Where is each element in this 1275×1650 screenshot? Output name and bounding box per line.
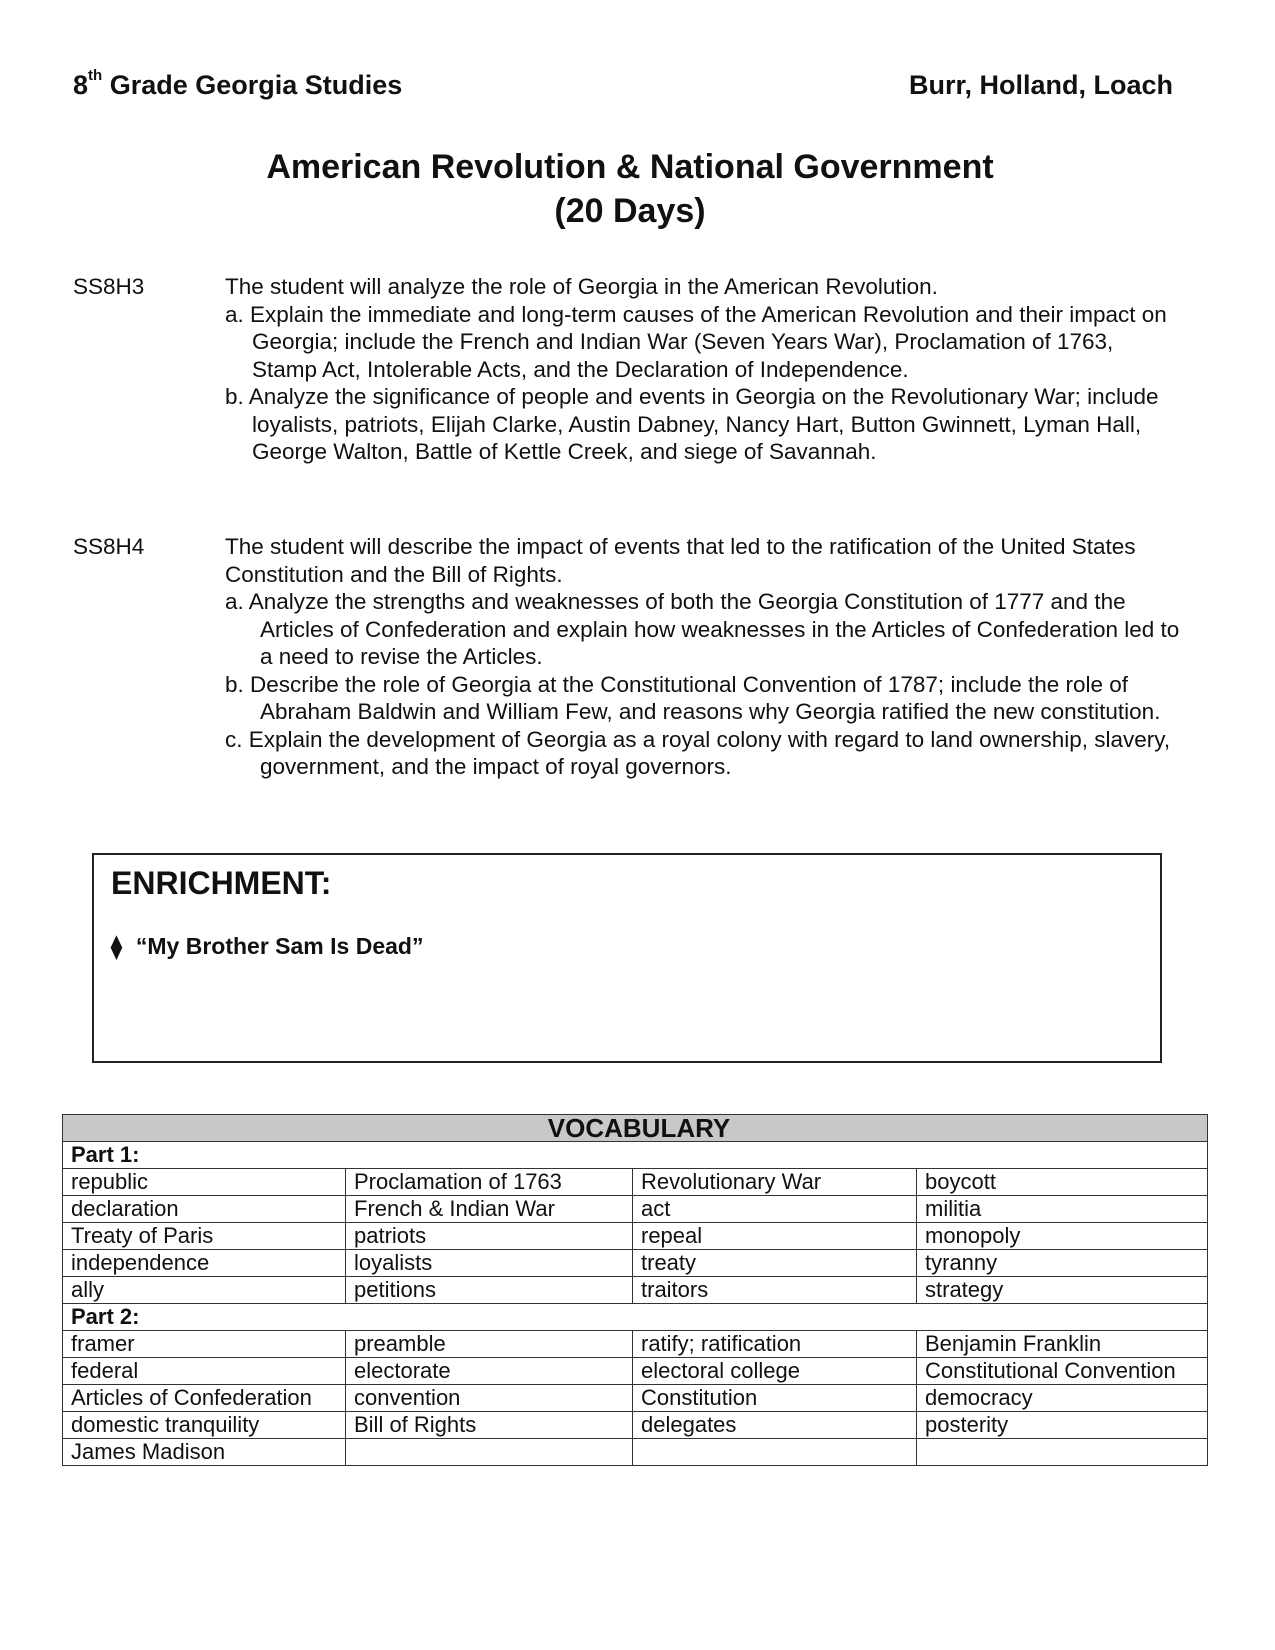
vocabulary-term <box>917 1439 1208 1466</box>
vocabulary-term: Treaty of Paris <box>63 1223 346 1250</box>
enrichment-book-title: “My Brother Sam Is Dead” <box>135 933 424 959</box>
standard-item: b. Analyze the significance of people and events in Georgia on the Revolutionary War; include loyalists, patriots, Elijah Clarke, Austin Dabney, Nancy Hart, Button Gwinnett, Lyman Hall, George Walton, Battle of Kettle Creek, and siege of Savannah. <box>225 384 1159 464</box>
vocabulary-term: patriots <box>346 1223 633 1250</box>
vocabulary-term: boycott <box>917 1169 1208 1196</box>
vocabulary-term: loyalists <box>346 1250 633 1277</box>
vocabulary-term: strategy <box>917 1277 1208 1304</box>
table-row <box>63 1331 1208 1358</box>
enrichment-title: ENRICHMENT: <box>111 865 332 901</box>
diamond-bullet-icon: ⧫ <box>111 934 122 959</box>
table-row <box>63 1223 1208 1250</box>
vocabulary-term: delegates <box>633 1412 917 1439</box>
vocabulary-part-label: Part 2: <box>63 1304 1208 1331</box>
vocabulary-term: repeal <box>633 1223 917 1250</box>
standard-code: SS8H3 <box>73 274 145 299</box>
vocabulary-term: Constitutional Convention <box>917 1358 1208 1385</box>
table-row <box>63 1196 1208 1223</box>
vocabulary-term: ally <box>63 1277 346 1304</box>
vocabulary-term: traitors <box>633 1277 917 1304</box>
vocabulary-term: militia <box>917 1196 1208 1223</box>
standard-ss8h3 <box>73 273 1183 466</box>
vocabulary-table <box>62 1114 1208 1466</box>
vocabulary-term: monopoly <box>917 1223 1208 1250</box>
vocabulary-term <box>346 1439 633 1466</box>
table-row <box>63 1385 1208 1412</box>
page-subtitle: (20 Days) <box>554 192 706 230</box>
vocabulary-term: democracy <box>917 1385 1208 1412</box>
enrichment-box <box>92 853 1162 1063</box>
vocabulary-term: Constitution <box>633 1385 917 1412</box>
table-row <box>63 1169 1208 1196</box>
table-row <box>63 1358 1208 1385</box>
vocabulary-term: Benjamin Franklin <box>917 1331 1208 1358</box>
vocabulary-term: French & Indian War <box>346 1196 633 1223</box>
vocabulary-term: Proclamation of 1763 <box>346 1169 633 1196</box>
table-row <box>63 1250 1208 1277</box>
standard-intro: The student will analyze the role of Georgia in the American Revolution. <box>225 274 938 299</box>
vocabulary-term: framer <box>63 1331 346 1358</box>
page-title: American Revolution & National Government <box>266 148 994 186</box>
standard-intro: The student will describe the impact of events that led to the ratification of the United States Constitution and the Bill of Rights. <box>225 534 1136 587</box>
standard-ss8h4 <box>73 533 1183 781</box>
vocabulary-term <box>633 1439 917 1466</box>
authors: Burr, Holland, Loach <box>908 70 1173 100</box>
vocabulary-term: Revolutionary War <box>633 1169 917 1196</box>
table-row <box>63 1412 1208 1439</box>
vocabulary-term: treaty <box>633 1250 917 1277</box>
standard-item: a. Analyze the strengths and weaknesses of both the Georgia Constitution of 1777 and the Articles of Confederation and explain how weaknesses in the Articles of Confederation led to a need to revise the Articles. <box>225 589 1180 669</box>
vocabulary-term: federal <box>63 1358 346 1385</box>
vocabulary-term: petitions <box>346 1277 633 1304</box>
vocabulary-term: preamble <box>346 1331 633 1358</box>
standard-item: c. Explain the development of Georgia as a royal colony with regard to land ownership, slavery, government, and the impact of royal governors. <box>225 726 1171 779</box>
standard-item: b. Describe the role of Georgia at the Constitutional Convention of 1787; include the role of Abraham Baldwin and William Few, and reasons why Georgia ratified the new constitution. <box>225 671 1161 724</box>
table-row <box>63 1439 1208 1466</box>
vocabulary-term: declaration <box>63 1196 346 1223</box>
vocabulary-term: Articles of Confederation <box>63 1385 346 1412</box>
vocabulary-term: electoral college <box>633 1358 917 1385</box>
enrichment-item <box>111 933 423 960</box>
course-title: 8th Grade Georgia Studies <box>73 67 403 100</box>
vocabulary-title: VOCABULARY <box>63 1115 1208 1142</box>
vocabulary-term: convention <box>346 1385 633 1412</box>
vocabulary-term: James Madison <box>63 1439 346 1466</box>
table-row <box>63 1277 1208 1304</box>
vocabulary-part-label: Part 1: <box>63 1142 1208 1169</box>
standard-item: a. Explain the immediate and long-term causes of the American Revolution and their impact on Georgia; include the French and Indian War (Seven Years War), Proclamation of 1763, Stamp Act, Intolerable Acts, and the Declaration of Independence. <box>225 301 1167 382</box>
vocabulary-term: Bill of Rights <box>346 1412 633 1439</box>
vocabulary-term: posterity <box>917 1412 1208 1439</box>
standard-code: SS8H4 <box>73 534 145 559</box>
vocabulary-term: republic <box>63 1169 346 1196</box>
vocabulary-term: independence <box>63 1250 346 1277</box>
vocabulary-term: ratify; ratification <box>633 1331 917 1358</box>
vocabulary-term: domestic tranquility <box>63 1412 346 1439</box>
vocabulary-term: electorate <box>346 1358 633 1385</box>
vocabulary-term: tyranny <box>917 1250 1208 1277</box>
vocabulary-term: act <box>633 1196 917 1223</box>
